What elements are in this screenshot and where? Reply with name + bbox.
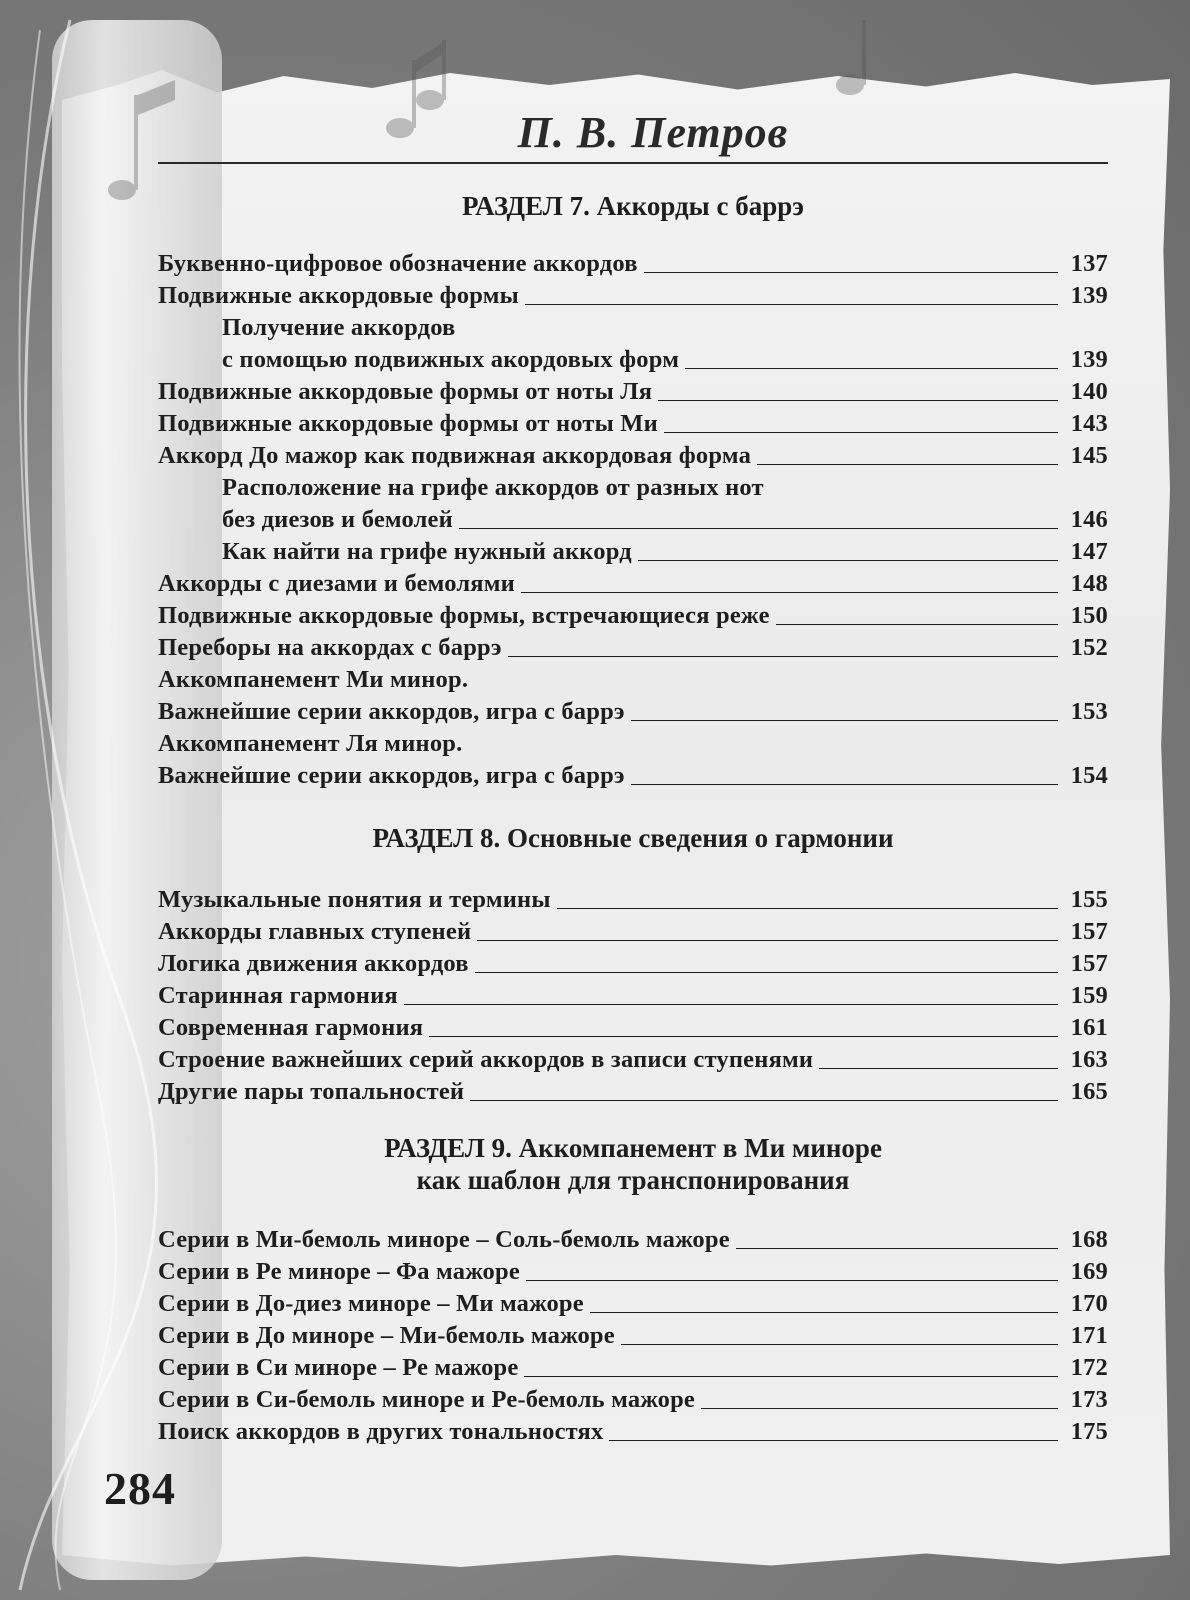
entry-title: Расположение на грифе аккордов от разных нот [222,474,764,501]
list-item[interactable] [158,760,1108,792]
entry-title: Аккомпанемент Ля минор. [158,730,463,757]
leader-line [590,1312,1058,1313]
entry-title: Серии в Ре миноре – Фа мажоре [158,1258,520,1285]
list-item[interactable] [158,728,1108,760]
leader-line [638,560,1058,561]
author-header: П. В. Петров [517,108,789,157]
entry-page-number: 152 [1070,634,1108,661]
entry-title: Переборы на аккордах с баррэ [158,634,502,661]
entry-title: Как найти на грифе нужный аккорд [222,538,632,565]
leader-line [526,1280,1058,1281]
leader-line [524,1376,1058,1377]
list-item[interactable] [158,408,1108,440]
section-9-title-line2: как шаблон для транспонирования [416,1165,850,1195]
leader-line [631,720,1058,721]
list-item[interactable] [158,1012,1108,1044]
leader-line [459,528,1058,529]
list-item[interactable] [158,1224,1108,1256]
list-item[interactable] [158,664,1108,696]
list-item[interactable] [158,632,1108,664]
list-item[interactable] [158,1044,1108,1076]
list-item[interactable] [158,600,1108,632]
leader-line [736,1248,1058,1249]
page-number: 284 [104,1463,176,1514]
entry-title: Серии в До-диез миноре – Ми мажоре [158,1290,584,1317]
entry-page-number: 147 [1070,538,1108,565]
section-8-entries [158,884,1108,1108]
section-9-title-line1: РАЗДЕЛ 9. Аккомпанемент в Ми миноре [384,1133,882,1163]
entry-title: без диезов и бемолей [222,506,453,533]
entry-page-number: 159 [1070,982,1108,1009]
entry-title: Подвижные аккордовые формы, встречающиеся реже [158,602,770,629]
leader-line [757,464,1058,465]
entry-page-number: 175 [1070,1418,1108,1445]
entry-title: Подвижные аккордовые формы [158,282,519,309]
entry-page-number: 150 [1070,602,1108,629]
leader-line [776,624,1058,625]
entry-title: Буквенно-цифровое обозначение аккордов [158,250,638,277]
entry-title: Подвижные аккордовые формы от ноты Ми [158,410,658,437]
entry-page-number: 163 [1070,1046,1108,1073]
entry-title: Серии в До миноре – Ми-бемоль мажоре [158,1322,615,1349]
list-item[interactable] [158,344,1108,376]
list-item[interactable] [158,1288,1108,1320]
entry-page-number: 157 [1070,950,1108,977]
entry-page-number: 154 [1070,762,1108,789]
list-item[interactable] [158,916,1108,948]
entry-title: Серии в Ми-бемоль миноре – Соль-бемоль мажоре [158,1226,730,1253]
list-item[interactable] [158,1076,1108,1108]
list-item[interactable] [158,884,1108,916]
entry-page-number: 137 [1070,250,1108,277]
entry-title: с помощью подвижных акордовых форм [222,346,680,373]
list-item[interactable] [158,536,1108,568]
entry-page-number: 171 [1070,1322,1108,1349]
leader-line [609,1440,1058,1441]
leader-line [470,1100,1058,1101]
list-item[interactable] [158,248,1108,280]
table-of-contents [158,108,1108,1448]
entry-title: Строение важнейших серий аккордов в записи ступенями [158,1046,814,1073]
entry-title: Музыкальные понятия и термины [158,886,551,913]
section-9-title [158,1132,1108,1196]
entry-title: Другие пары топальностей [158,1078,465,1105]
leader-line [701,1408,1058,1409]
list-item[interactable] [158,440,1108,472]
entry-page-number: 155 [1070,886,1108,913]
section-9-entries [158,1224,1108,1448]
leader-line [477,940,1058,941]
entry-title: Аккорды главных ступеней [158,918,472,945]
leader-line [658,400,1058,401]
list-item[interactable] [158,1384,1108,1416]
entry-title: Серии в Си миноре – Ре мажоре [158,1354,519,1381]
entry-page-number: 165 [1070,1078,1108,1105]
entry-title: Серии в Си-бемоль миноре и Ре-бемоль мажоре [158,1386,696,1413]
entry-page-number: 161 [1070,1014,1108,1041]
list-item[interactable] [158,568,1108,600]
list-item[interactable] [158,948,1108,980]
entry-page-number: 145 [1070,442,1108,469]
leader-line [475,972,1058,973]
entry-title: Аккомпанемент Ми минор. [158,666,469,693]
entry-title: Современная гармония [158,1014,424,1041]
leader-line [525,304,1058,305]
list-item[interactable] [158,1256,1108,1288]
list-item[interactable] [158,504,1108,536]
entry-title: Аккорд До мажор как подвижная аккордовая форма [158,442,752,469]
entry-page-number: 169 [1070,1258,1108,1285]
leader-line [557,908,1058,909]
entry-title: Получение аккордов [222,314,456,341]
leader-line [508,656,1058,657]
list-item[interactable] [158,1320,1108,1352]
entry-page-number: 153 [1070,698,1108,725]
entry-page-number: 139 [1070,346,1108,373]
entry-page-number: 140 [1070,378,1108,405]
leader-line [621,1344,1058,1345]
list-item[interactable] [158,280,1108,312]
leader-line [521,592,1058,593]
entry-page-number: 146 [1070,506,1108,533]
entry-page-number: 173 [1070,1386,1108,1413]
entry-page-number: 143 [1070,410,1108,437]
list-item[interactable] [158,980,1108,1012]
entry-page-number: 168 [1070,1226,1108,1253]
leader-line [631,784,1058,785]
entry-page-number: 172 [1070,1354,1108,1381]
leader-line [685,368,1058,369]
leader-line [664,432,1058,433]
section-8-title: РАЗДЕЛ 8. Основные сведения о гармонии [372,823,894,853]
entry-page-number: 148 [1070,570,1108,597]
list-item[interactable] [158,472,1108,504]
entry-title: Важнейшие серии аккордов, игра с баррэ [158,762,625,789]
entry-page-number: 157 [1070,918,1108,945]
leader-line [404,1004,1058,1005]
list-item[interactable] [158,696,1108,728]
entry-title: Старинная гармония [158,982,398,1009]
entry-page-number: 170 [1070,1290,1108,1317]
entry-title: Логика движения аккордов [158,950,469,977]
leader-line [429,1036,1058,1037]
leader-line [819,1068,1058,1069]
entry-title: Аккорды с диезами и бемолями [158,570,515,597]
entry-title: Важнейшие серии аккордов, игра с баррэ [158,698,625,725]
leader-line [644,272,1058,273]
entry-page-number: 139 [1070,282,1108,309]
list-item[interactable] [158,1416,1108,1448]
list-item[interactable] [158,1352,1108,1384]
list-item[interactable] [158,376,1108,408]
entry-title: Подвижные аккордовые формы от ноты Ля [158,378,653,405]
entry-title: Поиск аккордов в других тональностях [158,1418,604,1445]
list-item[interactable] [158,312,1108,344]
section-7-title: РАЗДЕЛ 7. Аккорды с баррэ [462,191,804,221]
section-7-entries [158,248,1108,792]
